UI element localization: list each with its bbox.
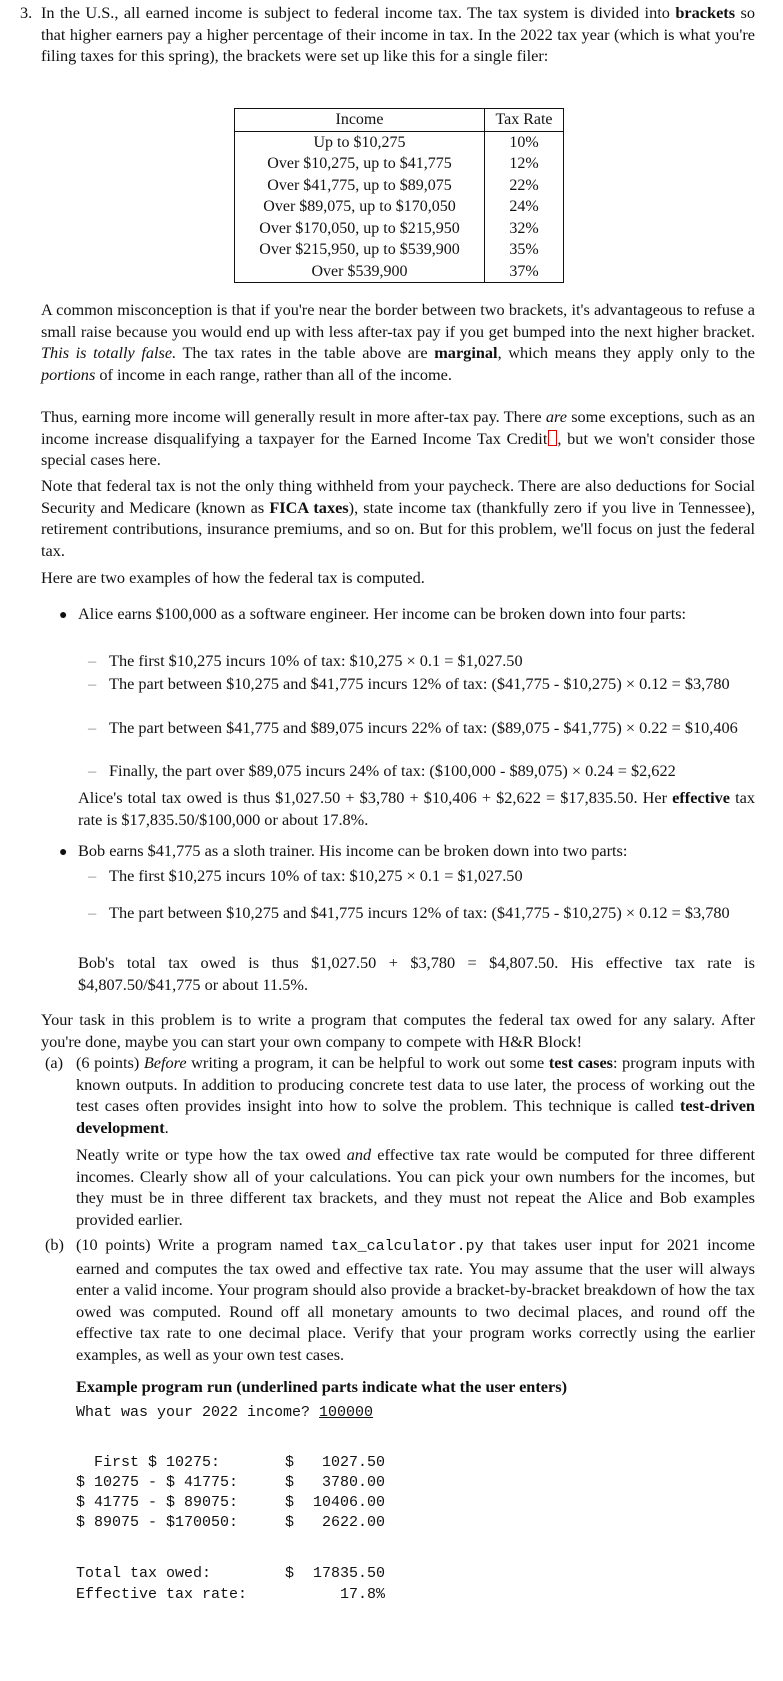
breakdown-dollar: $ <box>285 1474 295 1491</box>
income-cell: Over $170,050, up to $215,950 <box>235 218 485 240</box>
rate-cell: 37% <box>485 261 564 283</box>
task-paragraph: Your task in this problem is to write a program that computes the federal tax owed for any salary. After you're done, maybe you can start your own company to compete with H&R Block! <box>41 1010 755 1051</box>
alice-total <box>78 787 755 830</box>
breakdown-dollar: $ <box>285 1454 295 1471</box>
part-b-label: (b) <box>45 1235 64 1254</box>
header-tax-rate: Tax Rate <box>485 109 564 132</box>
part-a-label: (a) <box>45 1053 64 1072</box>
rate-cell: 35% <box>485 239 564 261</box>
intro-paragraph <box>41 2 755 67</box>
header-income: Income <box>235 109 485 132</box>
bullet-icon: ● <box>59 608 68 623</box>
test-cases-term: test cases <box>548 1053 614 1072</box>
breakdown-dollar: $ <box>285 1494 295 1511</box>
total-value: 17835.50 <box>304 1565 386 1582</box>
breakdown-label: $ 10275 - $ 41775: <box>76 1474 239 1491</box>
bullet-icon: ● <box>59 845 68 860</box>
dash-icon: – <box>88 718 97 737</box>
income-cell: Over $89,075, up to $170,050 <box>235 196 485 218</box>
and-emphasis: and <box>346 1145 372 1164</box>
rate-label: Effective tax rate: <box>76 1586 248 1603</box>
income-cell: Over $215,950, up to $539,900 <box>235 239 485 261</box>
dash-icon: – <box>88 903 97 922</box>
before-emphasis: Before <box>143 1053 187 1072</box>
dash-icon: – <box>88 674 97 693</box>
rate-value: 17.8% <box>340 1586 386 1603</box>
misconception-text: A common misconception is that if you're near the border between two brackets, it's advantageous to refuse a small raise because you would end up with less after-tax pay if you get bumped into the next higher bracket. <box>41 300 755 341</box>
breakdown-dollar: $ <box>285 1514 295 1531</box>
examples-intro: Here are two examples of how the federal tax is computed. <box>41 568 425 587</box>
breakdown-value: 2622.00 <box>304 1514 386 1531</box>
intro-text-2: so that higher earners pay a higher percentage of their income in tax. In the 2022 tax year (which is what you're filing taxes for this spring), the brackets were set up like this for a single filer: <box>41 3 755 65</box>
thus-text: some exceptions, such as an income increase disqualifying a taxpayer for the Earned Income Tax Credit <box>41 407 755 448</box>
prompt-text: What was your 2022 income? <box>76 1404 320 1421</box>
part-b-paragraph <box>76 1234 755 1365</box>
marginal-term: marginal <box>434 343 498 362</box>
part-a-text: . <box>164 1117 169 1137</box>
total-label: Total tax owed: <box>76 1565 212 1582</box>
effective-term: effective <box>672 788 730 807</box>
bob-part: The part between $10,275 and $41,775 incurs 12% of tax: ($41,775 - $10,275) × 0.12 = $3,780 <box>109 903 730 922</box>
thus-text: , but we won't consider those special cases here. <box>41 428 755 469</box>
table-row <box>235 218 564 240</box>
bob-part: The first $10,275 incurs 10% of tax: $10,275 × 0.1 = $1,027.50 <box>109 866 523 885</box>
filename-code: tax_calculator.py <box>330 1238 484 1255</box>
misconception-text: , which means they apply only to the <box>497 343 755 362</box>
intro-text-1: In the U.S., all earned income is subject to federal income tax. The tax system is divided into <box>41 3 676 22</box>
note-paragraph <box>41 475 755 561</box>
totally-false-emphasis: This is totally false. <box>41 343 177 362</box>
alice-part: Finally, the part over $89,075 incurs 24% of tax: ($100,000 - $89,075) × 0.24 = $2,622 <box>109 761 676 780</box>
user-input-value: 100000 <box>319 1404 374 1421</box>
note-text: ), state income tax (thankfully zero if you live in Tennessee), retirement contributions, insurance premiums, and so on. But for this problem, we'll focus on just the federal tax. <box>41 497 756 560</box>
example-run-heading: Example program run (underlined parts indicate what the user enters) <box>76 1377 567 1396</box>
alice-total-text: Alice's total tax owed is thus $1,027.50 + $3,780 + $10,406 + $2,622 = $17,835.50. Her <box>78 788 673 807</box>
footnote-link-marker[interactable] <box>548 430 557 446</box>
income-cell: Up to $10,275 <box>235 131 485 153</box>
table-row <box>235 261 564 283</box>
portions-emphasis: portions <box>41 364 96 384</box>
alice-intro: Alice earns $100,000 as a software engineer. Her income can be broken down into four parts: <box>78 604 687 623</box>
bob-intro: Bob earns $41,775 as a sloth trainer. His income can be broken down into two parts: <box>78 841 628 860</box>
breakdown-value: 3780.00 <box>304 1474 386 1491</box>
part-a-text: : program inputs with known outputs. In addition to producing concrete test data to use later, the process of working out the test cases often provides insight into how to solve the problem. This technique is called <box>76 1053 756 1115</box>
rate-cell: 24% <box>485 196 564 218</box>
thus-paragraph <box>41 406 755 471</box>
problem-number: 3. <box>20 3 33 22</box>
are-emphasis: are <box>545 407 567 426</box>
breakdown-label: First $ 10275: <box>76 1454 221 1471</box>
alice-total-text: tax rate is $17,835.50/$100,000 or about 17.8%. <box>78 788 755 829</box>
alice-part: The part between $10,275 and $41,775 incurs 12% of tax: ($41,775 - $10,275) × 0.12 = $3,780 <box>109 674 730 693</box>
total-dollar: $ <box>285 1565 295 1582</box>
table-row <box>235 131 564 153</box>
part-a-text: effective tax rate would be computed for three different incomes. Clearly show all of your calculations. You can pick your own numbers for the incomes, but they must be in three different tax brackets, and they must not repeat the Alice and Bob examples provided earlier. <box>76 1145 755 1229</box>
alice-part: The first $10,275 incurs 10% of tax: $10,275 × 0.1 = $1,027.50 <box>109 651 523 670</box>
brackets-term: brackets <box>675 3 736 22</box>
misconception-text: The tax rates in the table above are <box>176 343 435 362</box>
rate-cell: 12% <box>485 153 564 175</box>
part-a-text: (6 points) <box>76 1053 144 1072</box>
misconception-paragraph <box>41 299 755 385</box>
table-row <box>235 175 564 197</box>
income-cell: Over $41,775, up to $89,075 <box>235 175 485 197</box>
rate-cell: 22% <box>485 175 564 197</box>
note-text: Note that federal tax is not the only thing withheld from your paycheck. There are also deductions for Social Security and Medicare (known as <box>41 476 755 517</box>
fica-term: FICA taxes <box>269 497 349 517</box>
table-row <box>235 196 564 218</box>
bob-total: Bob's total tax owed is thus $1,027.50 + $3,780 = $4,807.50. His effective tax rate is $4,807.50/$41,775 or about 11.5%. <box>78 953 755 994</box>
rate-cell: 10% <box>485 131 564 153</box>
part-a-text: writing a program, it can be helpful to work out some <box>186 1053 549 1072</box>
part-b-text: that takes user input for 2021 income earned and computes the tax owed and effective tax rate. You may assume that the user will always enter a valid income. Your program should also provide a bracket-by-bracket breakdown of how the tax owed was computed. Round off all monetary amounts to two decimal places, and round off the effective tax rate to one decimal place. Verify that your program works correctly using the earlier examples, as well as your own test cases. <box>76 1235 756 1364</box>
table-row <box>235 153 564 175</box>
part-b-text: (10 points) Write a program named <box>76 1235 331 1254</box>
tdd-term: test-driven development <box>76 1096 755 1137</box>
breakdown-value: 1027.50 <box>304 1454 386 1471</box>
rate-cell: 32% <box>485 218 564 240</box>
tax-bracket-table <box>234 108 564 283</box>
part-a-text: Neatly write or type how the tax owed <box>76 1145 347 1164</box>
table-header-row <box>235 109 564 132</box>
part-a-paragraph <box>76 1052 755 1138</box>
table-row <box>235 239 564 261</box>
part-a-instructions <box>76 1144 755 1230</box>
income-cell: Over $10,275, up to $41,775 <box>235 153 485 175</box>
misconception-text: of income in each range, rather than all of the income. <box>95 364 452 384</box>
dash-icon: – <box>88 761 97 780</box>
breakdown-label: $ 41775 - $ 89075: <box>76 1494 239 1511</box>
thus-text: Thus, earning more income will generally result in more after-tax pay. There <box>41 407 546 426</box>
income-cell: Over $539,900 <box>235 261 485 283</box>
alice-part: The part between $41,775 and $89,075 incurs 22% of tax: ($89,075 - $41,775) × 0.22 = $10,406 <box>109 718 738 737</box>
dash-icon: – <box>88 651 97 670</box>
breakdown-value: 10406.00 <box>304 1494 386 1511</box>
breakdown-label: $ 89075 - $170050: <box>76 1514 239 1531</box>
prompt-line <box>76 1402 373 1424</box>
dash-icon: – <box>88 866 97 885</box>
